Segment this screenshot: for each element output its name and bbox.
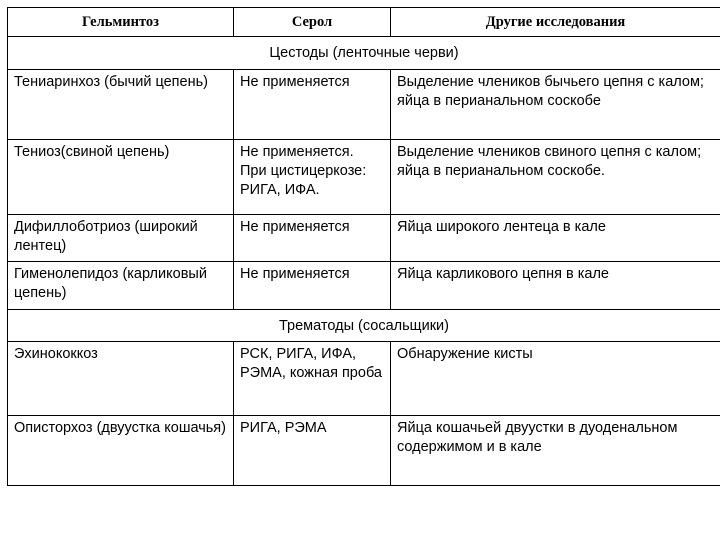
- table-header-row: [8, 8, 720, 37]
- table-row: [8, 416, 720, 486]
- cell-helminthiasis: Тениоз(свиной цепень): [8, 140, 234, 215]
- section-row-trematodes: [8, 310, 720, 342]
- cell-serology: РСК, РИГА, ИФА, РЭМА, кожная проба: [234, 342, 391, 416]
- cell-other-tests: Яйца широкого лентеца в кале: [391, 215, 720, 262]
- header-serology: Серол: [234, 8, 391, 37]
- cell-serology: Не применяется: [234, 262, 391, 310]
- section-title: Цестоды (ленточные черви): [8, 37, 720, 70]
- table-row: [8, 70, 720, 140]
- table-row: [8, 262, 720, 310]
- cell-serology: Не применяется: [234, 215, 391, 262]
- cell-serology: Не применяется: [234, 70, 391, 140]
- cell-helminthiasis: Гименолепидоз (карликовый цепень): [8, 262, 234, 310]
- table-row: [8, 342, 720, 416]
- section-row-cestodes: [8, 37, 720, 70]
- cell-other-tests: Яйца кошачьей двуустки в дуоденальном содержимом и в кале: [391, 416, 720, 486]
- section-title: Трематоды (сосальщики): [8, 310, 720, 342]
- cell-serology: Не применяется. При цистицеркозе: РИГА, ИФА.: [234, 140, 391, 215]
- table-row: [8, 215, 720, 262]
- cell-other-tests: Обнаружение кисты: [391, 342, 720, 416]
- cell-other-tests: Выделение члеников свиного цепня с калом; яйца в перианальном соскобе.: [391, 140, 720, 215]
- cell-serology: РИГА, РЭМА: [234, 416, 391, 486]
- cell-helminthiasis: Эхинококкоз: [8, 342, 234, 416]
- helminth-diagnostics-table: [7, 7, 720, 486]
- cell-helminthiasis: Тениаринхоз (бычий цепень): [8, 70, 234, 140]
- table-row: [8, 140, 720, 215]
- header-other-tests: Другие исследования: [391, 8, 720, 37]
- cell-other-tests: Яйца карликового цепня в кале: [391, 262, 720, 310]
- cell-helminthiasis: Описторхоз (двуустка кошачья): [8, 416, 234, 486]
- cell-other-tests: Выделение члеников бычьего цепня с калом; яйца в перианальном соскобе: [391, 70, 720, 140]
- header-helminthiasis: Гельминтоз: [8, 8, 234, 37]
- cell-helminthiasis: Дифиллоботриоз (широкий лентец): [8, 215, 234, 262]
